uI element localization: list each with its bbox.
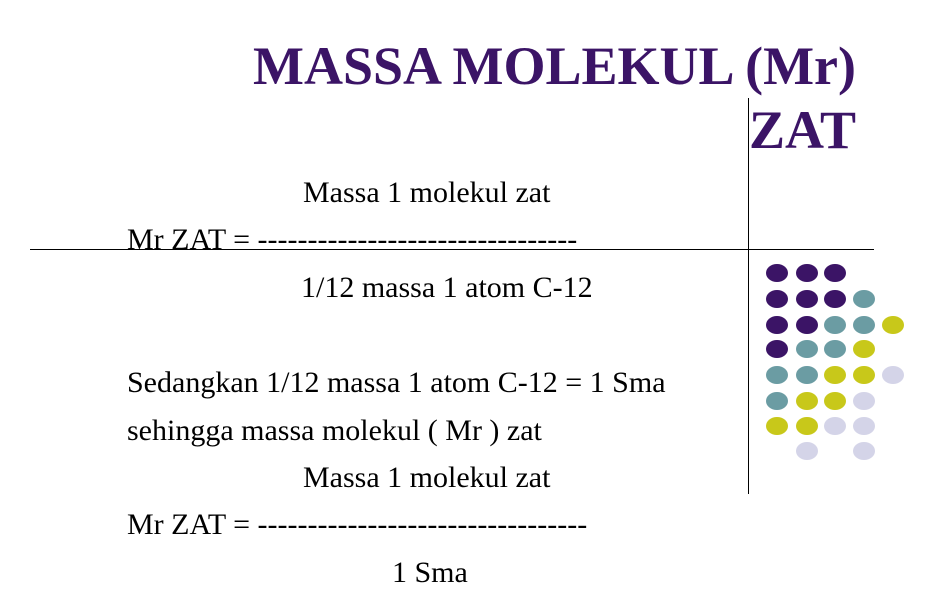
decorative-dot (796, 366, 818, 384)
formula1-lhs: Mr ZAT = -------------------------------- (127, 223, 578, 256)
decorative-dot (853, 340, 875, 358)
decorative-dot (796, 316, 818, 334)
decorative-dot (796, 264, 818, 282)
decorative-dot (766, 366, 788, 384)
slide-title-line1: MASSA MOLEKUL (Mr) (253, 36, 856, 96)
decorative-dot (824, 290, 846, 308)
formula1-denominator: 1/12 massa 1 atom C-12 (301, 271, 593, 304)
formula1-numerator: Massa 1 molekul zat (303, 176, 551, 209)
decorative-dot (882, 316, 904, 334)
decorative-dot (766, 264, 788, 282)
decorative-dot (766, 417, 788, 435)
decorative-dot (796, 442, 818, 460)
decorative-dot (853, 290, 875, 308)
decorative-dot (766, 392, 788, 410)
decorative-dot (853, 316, 875, 334)
decorative-dot (796, 290, 818, 308)
paragraph-line1: Sedangkan 1/12 massa 1 atom C-12 = 1 Sma (127, 366, 666, 399)
vertical-divider (748, 98, 749, 494)
decorative-dot (796, 392, 818, 410)
decorative-dot (824, 264, 846, 282)
decorative-dot (766, 290, 788, 308)
decorative-dot (796, 340, 818, 358)
decorative-dot (882, 366, 904, 384)
formula2-lhs: Mr ZAT = --------------------------------- (127, 508, 588, 541)
decorative-dot (824, 392, 846, 410)
formula2-denominator: 1 Sma (392, 556, 468, 589)
slide-title (253, 34, 856, 162)
decorative-dot (853, 366, 875, 384)
decorative-dot (766, 316, 788, 334)
decorative-dot (766, 340, 788, 358)
decorative-dot (853, 442, 875, 460)
decorative-dot (853, 417, 875, 435)
decorative-dot (824, 316, 846, 334)
decorative-dot (824, 340, 846, 358)
decorative-dot (824, 417, 846, 435)
decorative-dot (853, 392, 875, 410)
slide-title-line2: ZAT (748, 100, 856, 160)
paragraph-line2: sehingga massa molekul ( Mr ) zat (127, 414, 542, 447)
decorative-dot (824, 366, 846, 384)
decorative-dot (796, 417, 818, 435)
formula2-numerator: Massa 1 molekul zat (303, 461, 551, 494)
